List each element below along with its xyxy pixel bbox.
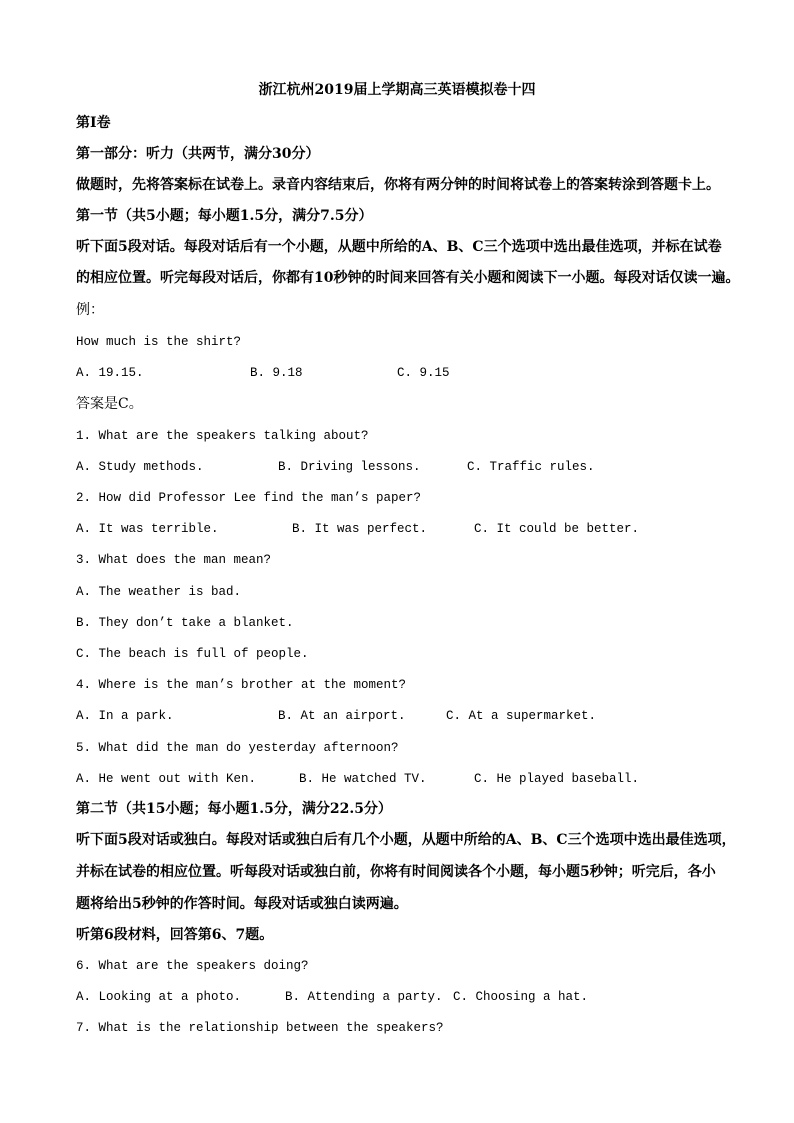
q2-option-b: B. It was perfect. — [292, 522, 428, 536]
section2-instruction-line2: 并标在试卷的相应位置。听每段对话或独白前，你将有时间阅读各个小题，每小题5秒钟；听完后，各小 — [76, 864, 716, 880]
question-6: 6. What are the speakers doing? — [76, 959, 309, 973]
example-option-b: B. 9.18 — [250, 366, 303, 380]
section1-heading: 第一节（共5小题；每小题1.5分，满分7.5分） — [76, 208, 373, 224]
q4-option-c: C. At a supermarket. — [446, 709, 597, 723]
q6-option-c: C. Choosing a hat. — [453, 990, 589, 1004]
question-4: 4. Where is the man’s brother at the moment? — [76, 678, 407, 692]
q3-option-a: A. The weather is bad. — [76, 585, 242, 599]
q2-option-c: C. It could be better. — [474, 522, 640, 536]
example-label: 例： — [76, 302, 104, 318]
page-title: 浙江杭州2019届上学期高三英语模拟卷十四 — [258, 82, 536, 98]
example-answer: 答案是C。 — [76, 396, 143, 412]
q1-option-b: B. Driving lessons. — [278, 460, 421, 474]
part1-heading: 第一部分：听力（共两节，满分30分） — [76, 146, 320, 162]
q4-option-a: A. In a park. — [76, 709, 174, 723]
q4-option-b: B. At an airport. — [278, 709, 406, 723]
question-3: 3. What does the man mean? — [76, 553, 272, 567]
q2-option-a: A. It was terrible. — [76, 522, 219, 536]
question-5: 5. What did the man do yesterday afternoon? — [76, 741, 399, 755]
q3-option-b: B. They don’t take a blanket. — [76, 616, 294, 630]
question-7: 7. What is the relationship between the speakers? — [76, 1021, 444, 1035]
section1-instruction-line1: 听下面5段对话。每段对话后有一个小题，从题中所给的A、B、C三个选项中选出最佳选项，并标在试卷 — [76, 239, 722, 255]
section1-instruction-line2: 的相应位置。听完每段对话后，你都有10秒钟的时间来回答有关小题和阅读下一小题。每段对话仅读一遍。 — [76, 270, 740, 286]
material-note: 听第6段材料，回答第6、7题。 — [76, 927, 274, 943]
volume-label: 第I卷 — [76, 115, 111, 131]
q5-option-c: C. He played baseball. — [474, 772, 640, 786]
example-option-c: C. 9.15 — [397, 366, 450, 380]
q1-option-a: A. Study methods. — [76, 460, 204, 474]
q6-option-b: B. Attending a party. — [285, 990, 443, 1004]
section2-instruction-line1: 听下面5段对话或独白。每段对话或独白后有几个小题，从题中所给的A、B、C三个选项中选出最佳选项， — [76, 832, 736, 848]
q5-option-b: B. He watched TV. — [299, 772, 427, 786]
section2-instruction-line3: 题将给出5秒钟的作答时间。每段对话或独白读两遍。 — [76, 896, 408, 912]
q6-option-a: A. Looking at a photo. — [76, 990, 242, 1004]
q1-option-c: C. Traffic rules. — [467, 460, 595, 474]
q3-option-c: C. The beach is full of people. — [76, 647, 309, 661]
example-question: How much is the shirt? — [76, 335, 242, 349]
section2-heading: 第二节（共15小题；每小题1.5分，满分22.5分） — [76, 801, 392, 817]
example-option-a: A. 19.15. — [76, 366, 144, 380]
question-1: 1. What are the speakers talking about? — [76, 429, 369, 443]
question-2: 2. How did Professor Lee find the man’s paper? — [76, 491, 422, 505]
part1-instruction: 做题时，先将答案标在试卷上。录音内容结束后，你将有两分钟的时间将试卷上的答案转涂到答题卡上。 — [76, 177, 720, 193]
q5-option-a: A. He went out with Ken. — [76, 772, 257, 786]
